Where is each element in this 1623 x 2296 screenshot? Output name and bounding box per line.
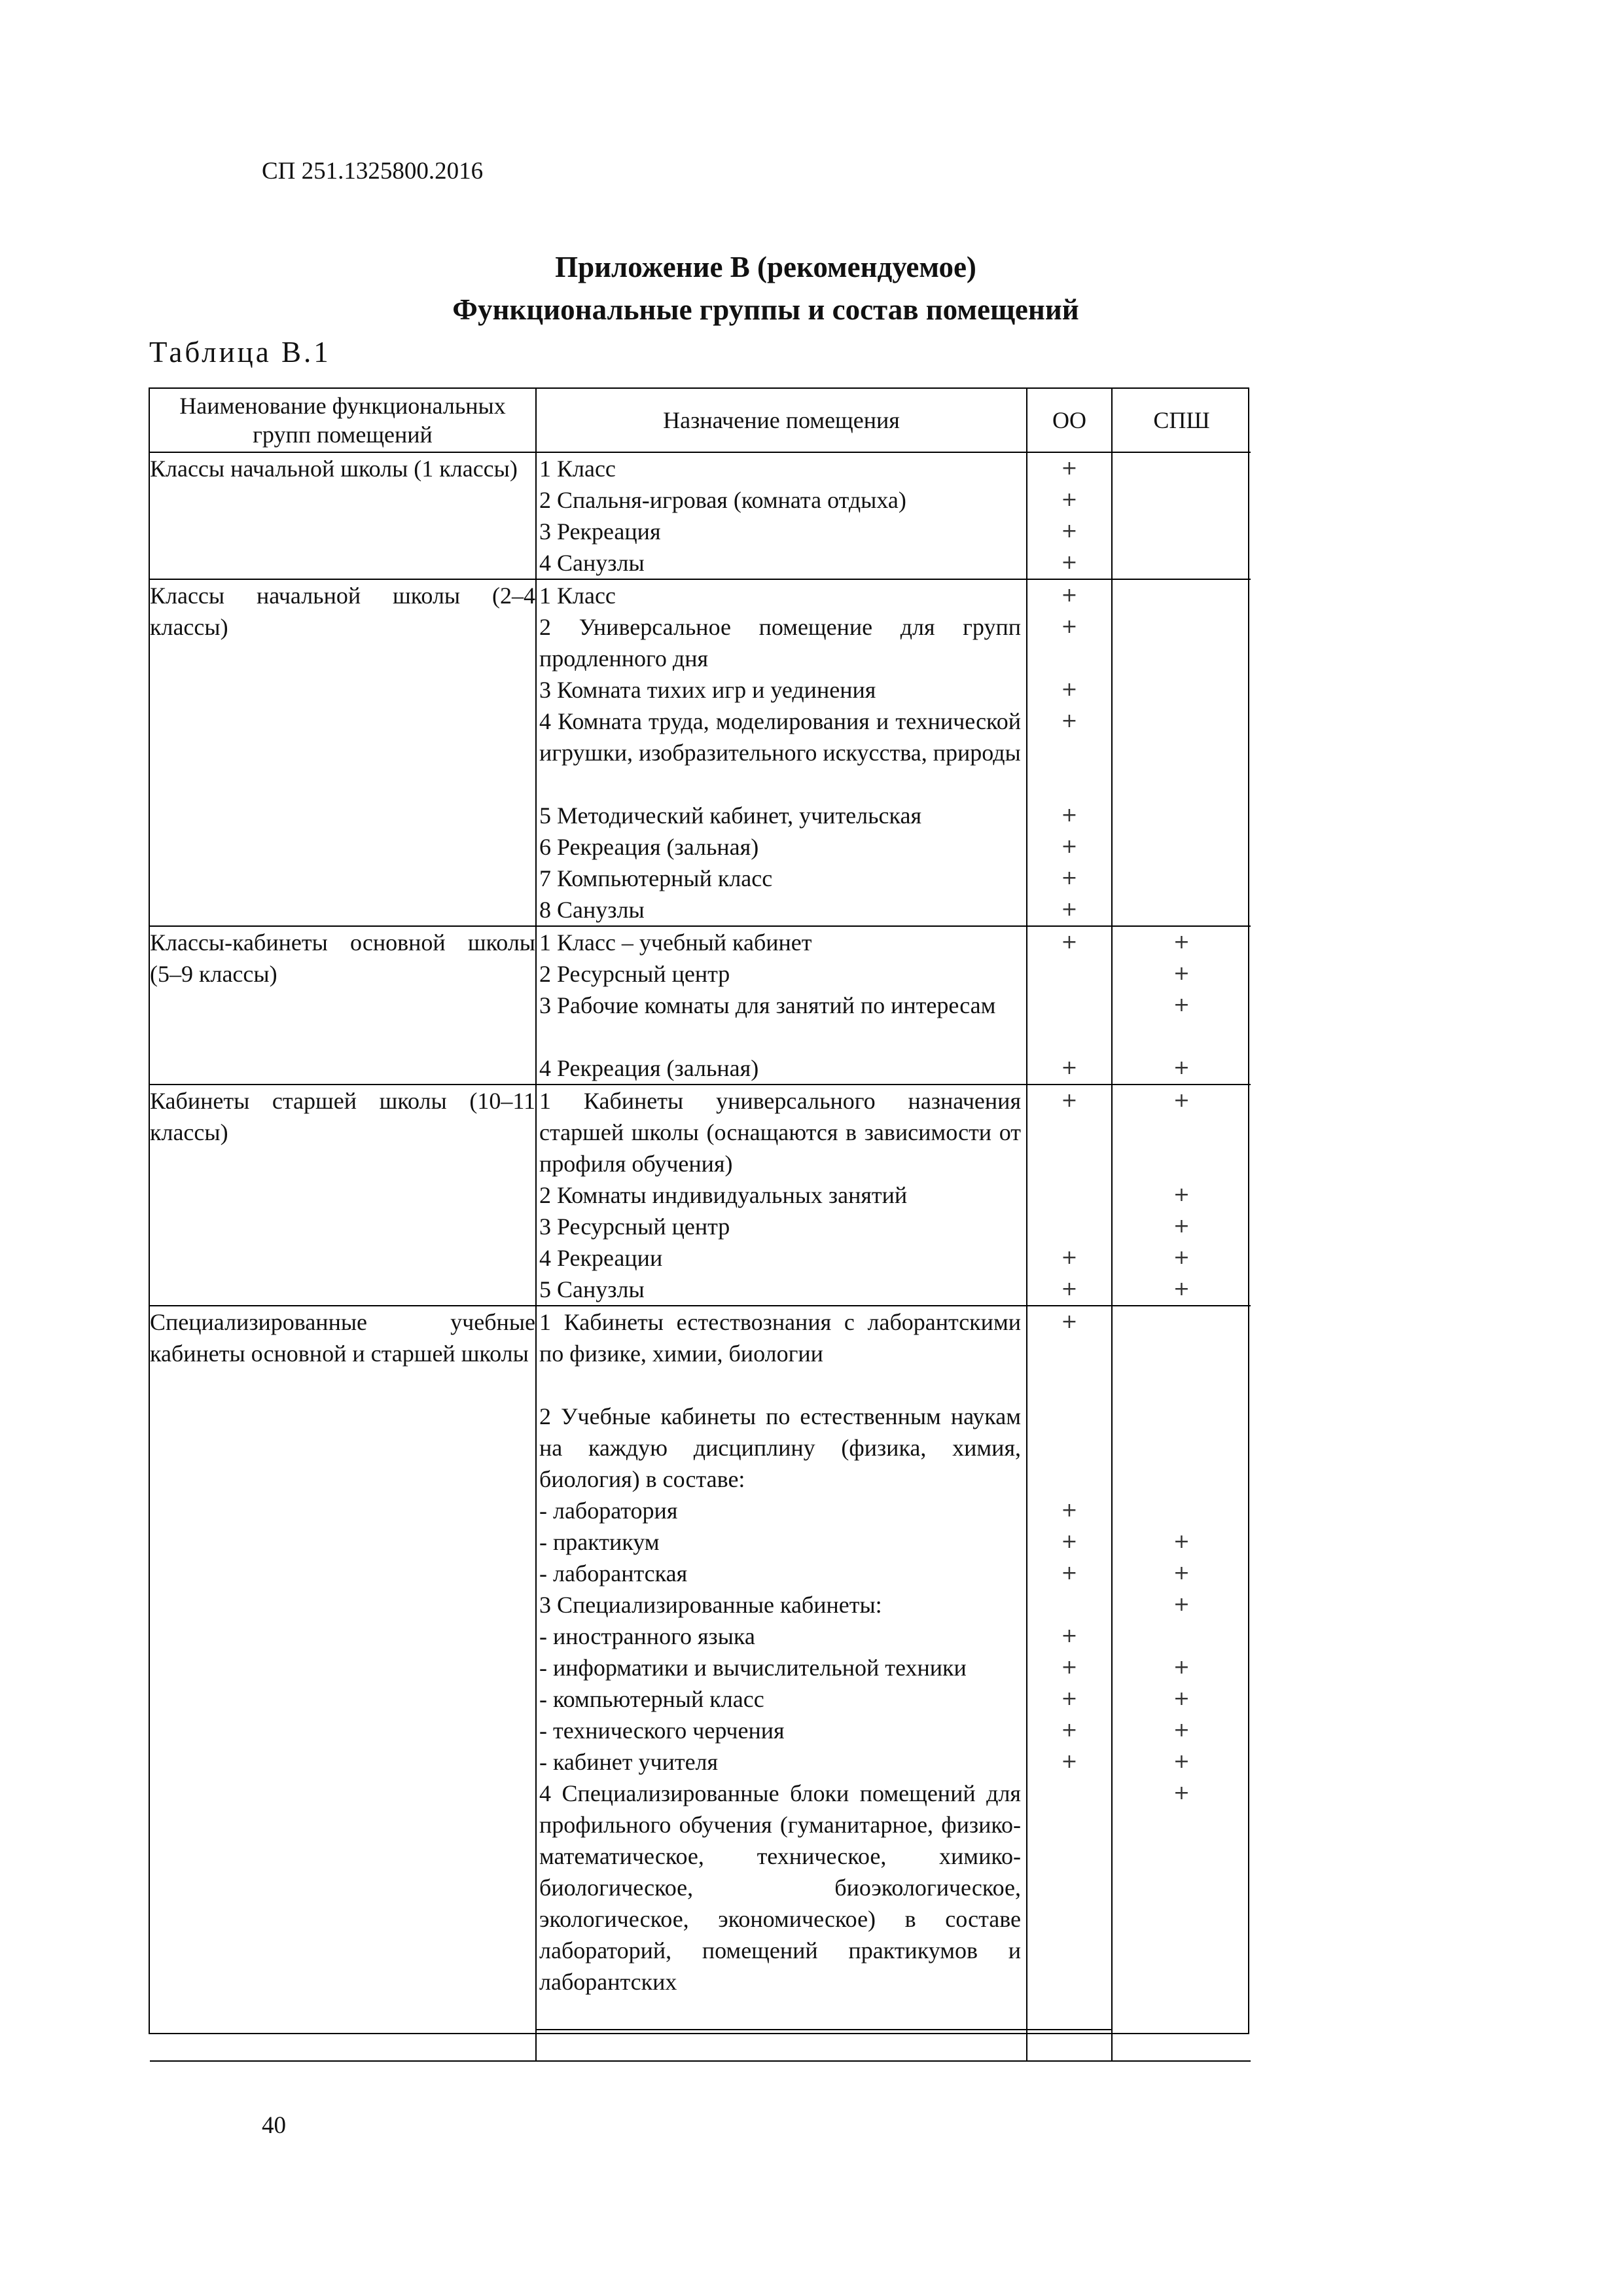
oo-mark	[1027, 1778, 1111, 1998]
spsh-mark	[1113, 484, 1251, 516]
room-item: 1 Кабинеты универсального назначения старшей школы (оснащаются в зависимости от профиля обучения)	[539, 1088, 1021, 1177]
oo-mark: +	[1061, 1056, 1078, 1079]
oo-cell	[1027, 452, 1112, 579]
purpose-cell	[536, 452, 1027, 579]
group-name-cell	[150, 926, 536, 1085]
group-name: Классы начальной школы (2–4 классы)	[150, 583, 535, 640]
oo-mark: +	[1061, 804, 1078, 827]
room-item: 6 Рекреация (зальная)	[539, 834, 759, 860]
oo-mark: +	[1061, 1089, 1078, 1112]
spsh-mark	[1113, 1306, 1251, 1401]
room-item: 2 Спальня-игровая (комната отдыха)	[539, 487, 906, 513]
header-spsh: СПШ	[1112, 389, 1251, 452]
spsh-mark: +	[1173, 1562, 1190, 1585]
spsh-cell	[1112, 926, 1251, 1085]
empty-row	[1027, 2029, 1111, 2060]
room-item: 1 Кабинеты естествознания с лаборантскими по физике, химии, биологии	[539, 1309, 1021, 1367]
oo-mark: +	[1061, 1562, 1078, 1585]
table-label: Таблица В.1	[149, 336, 331, 368]
room-item: 1 Класс	[539, 583, 616, 609]
spsh-cell	[1112, 579, 1251, 926]
room-item: 3 Специализированные кабинеты:	[539, 1592, 882, 1618]
oo-mark: +	[1061, 931, 1078, 954]
table-row	[150, 926, 1251, 1085]
oo-cell	[1027, 926, 1112, 1085]
spsh-mark: +	[1173, 1278, 1190, 1300]
room-item: 2 Универсальное помещение для групп продленного дня	[539, 614, 1021, 672]
oo-mark	[1027, 1401, 1111, 1495]
room-item: 3 Рабочие комнаты для занятий по интересам	[539, 992, 996, 1018]
spsh-mark: +	[1173, 1719, 1190, 1742]
oo-cell	[1027, 1306, 1112, 2061]
table-row	[150, 1306, 1251, 2061]
spsh-mark	[1113, 580, 1251, 611]
room-item: 4 Комната труда, моделирования и технической игрушки, изобразительного искусства, природы	[539, 708, 1021, 766]
group-name: Специализированные учебные кабинеты основной и старшей школы	[150, 1309, 535, 1367]
header-oo: ОО	[1027, 389, 1112, 452]
appendix-subtitle: Функциональные группы и состав помещений	[452, 293, 1079, 326]
room-item: 2 Комнаты индивидуальных занятий	[539, 1182, 908, 1208]
group-name-cell	[150, 579, 536, 926]
oo-mark: +	[1061, 1719, 1078, 1742]
room-item: 4 Рекреации	[539, 1245, 663, 1271]
spsh-mark	[1113, 516, 1251, 547]
oo-cell	[1027, 579, 1112, 926]
oo-mark: +	[1061, 709, 1078, 732]
rooms-table	[149, 387, 1249, 2034]
oo-mark: +	[1061, 1687, 1078, 1710]
oo-cell	[1027, 1085, 1112, 1306]
oo-mark: +	[1061, 867, 1078, 889]
oo-mark: +	[1061, 1499, 1078, 1522]
page-number: 40	[262, 2112, 286, 2139]
oo-mark	[1027, 1211, 1111, 1242]
room-item: - компьютерный класс	[539, 1686, 764, 1712]
spsh-mark	[1113, 547, 1251, 579]
spsh-mark: +	[1173, 1687, 1190, 1710]
room-item: 1 Класс – учебный кабинет	[539, 929, 812, 956]
empty-row	[537, 2029, 1026, 2060]
spsh-mark	[1113, 453, 1251, 484]
oo-mark: +	[1061, 615, 1078, 638]
oo-mark: +	[1061, 488, 1078, 511]
group-name: Кабинеты старшей школы (10–11 классы)	[150, 1088, 535, 1145]
purpose-cell	[536, 1306, 1027, 2061]
spsh-cell	[1112, 1085, 1251, 1306]
spsh-mark: +	[1173, 962, 1190, 985]
purpose-cell	[536, 579, 1027, 926]
spsh-mark	[1113, 706, 1251, 800]
room-item: 5 Санузлы	[539, 1276, 645, 1302]
oo-mark: +	[1061, 584, 1078, 607]
room-item: 3 Комната тихих игр и уединения	[539, 677, 876, 703]
spsh-cell	[1112, 1306, 1251, 2061]
oo-mark: +	[1061, 457, 1078, 480]
room-item: - лаборатория	[539, 1498, 678, 1524]
oo-mark: +	[1061, 551, 1078, 574]
spsh-mark: +	[1173, 1056, 1190, 1079]
purpose-cell	[536, 1085, 1027, 1306]
spsh-mark	[1113, 1495, 1251, 1526]
spsh-mark: +	[1173, 1246, 1190, 1269]
oo-mark: +	[1061, 1656, 1078, 1679]
spsh-mark	[1113, 800, 1251, 831]
room-item: 8 Санузлы	[539, 897, 645, 923]
oo-mark: +	[1061, 678, 1078, 701]
room-item: 4 Санузлы	[539, 550, 645, 576]
table-row	[150, 452, 1251, 579]
group-name-cell	[150, 1306, 536, 2061]
spsh-mark: +	[1173, 1782, 1190, 1804]
room-item: - иностранного языка	[539, 1623, 755, 1649]
table-row	[150, 579, 1251, 926]
room-item: - практикум	[539, 1529, 660, 1555]
group-name: Классы-кабинеты основной школы (5–9 классы)	[150, 929, 535, 987]
room-item: 3 Ресурсный центр	[539, 1213, 730, 1240]
group-name-cell	[150, 1085, 536, 1306]
spsh-mark	[1113, 1621, 1251, 1652]
spsh-mark: +	[1173, 1183, 1190, 1206]
spsh-cell	[1112, 452, 1251, 579]
spsh-mark	[1113, 831, 1251, 863]
group-name-cell	[150, 452, 536, 579]
table-row	[150, 1085, 1251, 1306]
spsh-mark: +	[1173, 1089, 1190, 1112]
header-purpose: Назначение помещения	[536, 389, 1027, 452]
purpose-cell	[536, 926, 1027, 1085]
appendix-title: Приложение В (рекомендуемое)	[555, 251, 976, 283]
oo-mark	[1027, 1589, 1111, 1621]
oo-mark: +	[1061, 1624, 1078, 1647]
oo-mark: +	[1061, 1246, 1078, 1269]
room-item: 2 Ресурсный центр	[539, 961, 730, 987]
spsh-mark: +	[1173, 1750, 1190, 1773]
oo-mark: +	[1061, 898, 1078, 921]
room-item: 3 Рекреация	[539, 518, 661, 545]
oo-mark: +	[1061, 1310, 1078, 1333]
oo-mark: +	[1061, 1278, 1078, 1300]
room-item: 1 Класс	[539, 456, 616, 482]
table-header-row	[150, 389, 1251, 452]
room-item: - кабинет учителя	[539, 1749, 719, 1775]
spsh-mark: +	[1173, 1656, 1190, 1679]
room-item: 7 Компьютерный класс	[539, 865, 773, 891]
spsh-mark	[1113, 611, 1251, 674]
room-item: - лаборантская	[539, 1560, 688, 1587]
spsh-mark: +	[1173, 1593, 1190, 1616]
spsh-mark: +	[1173, 931, 1190, 954]
oo-mark	[1027, 1179, 1111, 1211]
doc-code: СП 251.1325800.2016	[262, 158, 484, 185]
room-item: 5 Методический кабинет, учительская	[539, 802, 921, 829]
spsh-mark	[1113, 863, 1251, 894]
group-name: Классы начальной школы (1 классы)	[150, 456, 518, 482]
oo-mark: +	[1061, 835, 1078, 858]
room-item: 2 Учебные кабинеты по естественным наукам на каждую дисциплину (физика, химия, биология) в составе:	[539, 1403, 1021, 1492]
room-item: - информатики и вычислительной техники	[539, 1655, 967, 1681]
room-item: 4 Специализированные блоки помещений для профильного обучения (гуманитарное, физико-математическое, техническое, химико-биологическое, биоэкологическое, экологическое, экономическое) в составе лабораторий, помещений практикумов и лаборантских	[539, 1780, 1021, 1995]
spsh-mark: +	[1173, 994, 1190, 1016]
oo-mark	[1027, 990, 1111, 1052]
spsh-mark: +	[1173, 1530, 1190, 1553]
oo-mark: +	[1061, 1750, 1078, 1773]
room-item: - технического черчения	[539, 1717, 785, 1744]
spsh-mark	[1113, 674, 1251, 706]
header-group: Наименование функциональных групп помещений	[150, 389, 536, 452]
spsh-mark	[1113, 894, 1251, 925]
oo-mark	[1027, 958, 1111, 990]
spsh-mark	[1113, 1401, 1251, 1495]
spsh-mark: +	[1173, 1215, 1190, 1238]
room-item: 4 Рекреация (зальная)	[539, 1055, 759, 1081]
oo-mark: +	[1061, 520, 1078, 543]
oo-mark: +	[1061, 1530, 1078, 1553]
